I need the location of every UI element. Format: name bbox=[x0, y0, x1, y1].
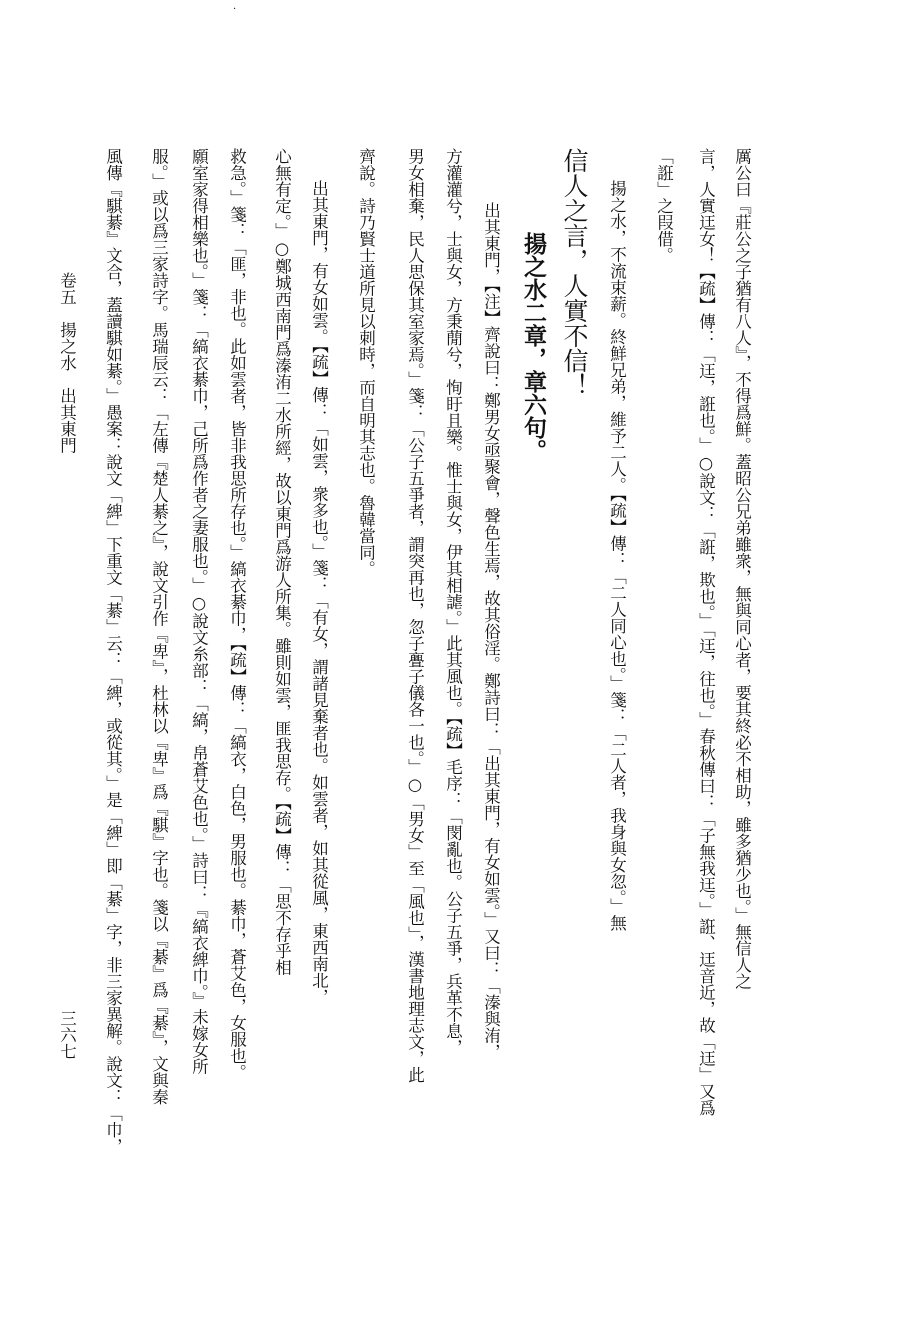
page-number: 三六七 bbox=[57, 1010, 77, 1060]
text-column-3: 「誑」之叚借。 bbox=[654, 148, 674, 264]
text-column-5: 信人之言，人實不信！ bbox=[560, 148, 589, 398]
text-column-4: 揚之水，不流束薪。終鮮兄弟，維予二人。【疏】傳：「二人同心也。」箋：「二人者，我身與女忽。」無 bbox=[607, 180, 627, 931]
text-column-15: 服。」或以爲三家詩字。馬瑞辰云：「左傳『楚人綦之』，說文引作『卑』，杜林以『卑』爲『騏』字也。箋以『綦』爲『綦』，文與秦 bbox=[149, 148, 169, 1105]
text-column-8: 方灌灌兮，士與女，方秉蕑兮，恂盱且樂。惟士與女，伊其相謔。」此其風也。【疏】毛序：「閔亂也。公子五爭，兵革不息， bbox=[443, 148, 463, 1056]
text-column-7: 出其東門，【注】齊說曰：鄭男女亟聚會，聲色生焉，故其俗淫。鄭詩曰：「出其東門，有女如雲。」又曰：「溱與洧， bbox=[481, 202, 501, 1060]
text-column-13: 救急。」箋：「匪，非也。此如雲者，皆非我思所存也。」縞衣綦巾，【疏】傳：「縞衣，白色，男服也。綦巾，蒼艾色，女服也。 bbox=[227, 148, 247, 1081]
text-column-1: 厲公曰『莊公之子猶有八人』，不得爲鮮。蓋昭公兄弟雖衆，無與同心者，要其終必不相助，雖多猶少也。」無信人之 bbox=[732, 148, 752, 990]
text-column-14: 願室家得相樂也。」箋：「縞衣綦巾，己所爲作者之妻服也。」○說文糸部：「縞，帛蒼艾色也。」詩曰：『縞衣綼巾。』未嫁女所 bbox=[189, 148, 209, 1075]
top-dot-mark: · bbox=[233, 4, 237, 15]
text-column-16: 風傳『騏綦』文合，蓋讀騏如綦。」愚案：說文「綼」下重文「綦」云：「綼，或從其。」是「綼」即「綦」字，非三家異解。說文：「巾， bbox=[103, 148, 123, 1155]
text-column-2: 言，人實迋女！【疏】傳：「迋，誑也。」○說文：「誑，欺也。」「迋，往也。」春秋傳曰：「子無我迋。」誑、迋音近，故「迋」又爲 bbox=[696, 148, 716, 1116]
text-column-12: 心無有定。」○鄭城西南門爲溱洧二水所經，故以東門爲游人所集。雖則如雲，匪我思存。【疏】傳：「思不存乎相 bbox=[272, 148, 292, 976]
text-column-11: 出其東門，有女如雲。【疏】傳：「如雲，衆多也。」箋：「有女，謂諸見棄者也。如雲者，如其從風，東西南北， bbox=[309, 180, 329, 1005]
text-column-9: 男女相棄，民人思保其室家焉。」箋：「公子五爭者，謂突再也，忽子亹子儀各一也。」○「男女」至「風也」，漢書地理志文，此 bbox=[405, 148, 425, 1083]
chapter-count-heading: 揚之水二章，章六句。 bbox=[520, 232, 547, 462]
text-column-10: 齊說。詩乃賢士道所見以刺時，而自明其志也。魯韓當同。 bbox=[356, 148, 376, 577]
running-title: 卷五 揚之水 出其東門 bbox=[57, 272, 77, 454]
